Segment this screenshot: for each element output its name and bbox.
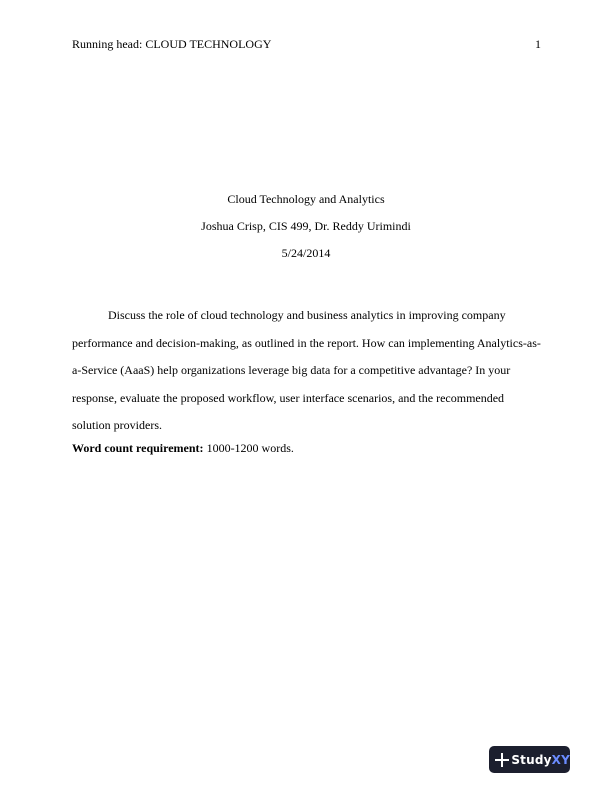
author-line: Joshua Crisp, CIS 499, Dr. Reddy Urimindi: [201, 219, 411, 233]
document-date: 5/24/2014: [281, 246, 331, 260]
brand-accent: XY: [551, 752, 570, 767]
brand-name: [511, 753, 570, 767]
document-title: Cloud Technology and Analytics: [227, 192, 385, 206]
prompt-paragraph: Discuss the role of cloud technology and business analytics in improving company performance and decision-making, as outlined in the report. How can implementing Analytics-as-a-Service (AaaS) help organizations leverage big data for a competitive advantage? In your response, evaluate the proposed workflow, user interface scenarios, and the recommended solution providers.: [72, 308, 541, 432]
word-count-label: Word count requirement:: [72, 441, 204, 455]
brand-main: Study: [511, 752, 552, 767]
title-block: [0, 192, 612, 273]
plus-icon: [495, 753, 505, 767]
word-count-value: 1000-1200 words.: [203, 441, 294, 455]
page-number: 1: [535, 37, 541, 51]
running-head: Running head: CLOUD TECHNOLOGY: [72, 37, 272, 51]
body-text: [72, 302, 542, 440]
studyxy-badge[interactable]: [489, 746, 570, 773]
word-count-requirement: [72, 441, 294, 455]
